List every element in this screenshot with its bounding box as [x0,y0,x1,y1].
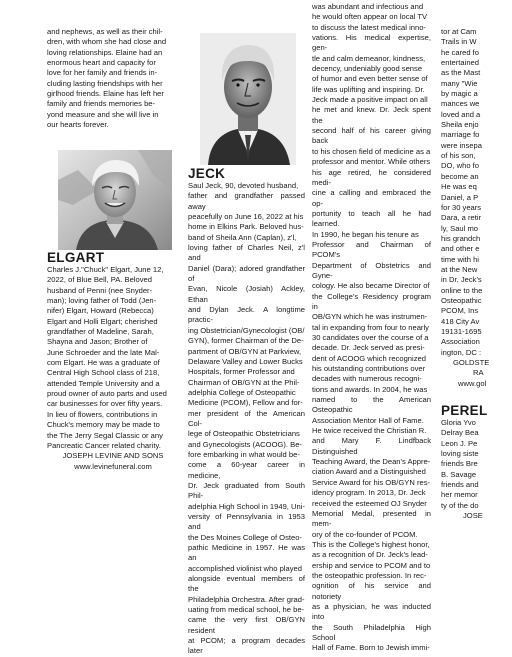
obituary-heading: ELGART [47,250,105,265]
text-line: named to the American Osteopathic [312,395,431,415]
text-line: This is the College's highest honor, [312,539,430,549]
text-line: loving siste [441,449,479,459]
text-line: love for her family and friends in- [47,68,158,78]
text-line: 418 City Av [441,316,480,326]
text-line: and Dylan Jeck. A longtime practic- [188,305,305,325]
text-line: come a 60-year career in medicine, [188,460,305,480]
text-line: cology. He also became Director of [312,281,430,291]
text-line: his outstanding contributions over [312,364,426,374]
text-line: by magic a [441,89,478,99]
text-line: father and grandfather passed away [188,191,305,211]
text-line: adelphia College of Osteopathic [188,387,296,397]
text-line: enormous heart and capacity for [47,58,156,68]
text-line: of humor and even better sense of [312,74,428,84]
text-line: home in Elkins Park. Beloved hus- [188,222,304,232]
text-line: second half of his career giving back [312,126,431,146]
text-line: Dr. Jeck graduated from South Phil- [188,480,305,501]
funeral-home-name: RA [473,368,484,378]
text-line: Professor and Chairman of PCOM's [312,239,431,260]
elaine-text [47,27,179,130]
text-line: nifer) Elgart, Howard (Rebecca) [47,306,154,316]
text-line: decade. Dr. Jeck served as presi- [312,343,425,353]
text-line: 19131-1695 [441,326,482,336]
text-line: Evan, Nicole (Josiah) Ackley, Ethan [188,284,305,304]
text-line: ory of the co-founder of PCOM. [312,529,418,539]
text-line: portunity to teach all he had learned. [312,208,431,229]
text-line: Sheila enjo [441,120,479,130]
text-line: peacefully on June 16, 2022 at his [188,212,304,222]
text-line: Shayna and Jason; Brother of [47,337,148,347]
text-line: accomplished violinist who played [188,563,302,573]
text-line: Osteopathic [441,295,482,305]
funeral-home-name: JOSEPH LEVINE AND SONS [62,451,164,461]
text-line: uating from medical school, he be- [188,605,305,615]
text-line: attended Temple University and a [47,378,160,388]
text-line: the South Philadelphia High School [312,622,431,642]
text-line: to his chosen field of medicine as a [312,146,431,156]
text-line: partment of OB/GYN at Parkview, [188,346,302,356]
text-line: he cared fo [441,47,479,57]
text-line: In lieu of flowers, contributions in [47,409,158,419]
text-line: marriage fo [441,130,480,140]
text-line: Charles J."Chuck" Elgart, June 12, [47,265,164,274]
text-line: Chuck's memory may be made to [47,420,160,430]
obituary-column-1 [47,0,179,471]
text-line: Dara, a retir [441,213,482,223]
text-line: Service Award for his OB/GYN res- [312,477,431,487]
text-line: husband of Penni (nee Snyder- [47,285,153,295]
obituary-heading: JECK [188,166,226,181]
text-line: He twice received the Christian R. [312,426,427,436]
text-line: Hall of Fame. Born to Jewish immi- [312,643,430,653]
text-line: of his son, [441,151,476,161]
text-line: Daniel (Dara); adored grandfather of [188,263,305,284]
text-line: Memorial Medal, presented in mem- [312,508,431,529]
text-line: the College's Residency program in [312,291,431,311]
text-line: and Gynecologists (ACOOG). Be- [188,439,302,449]
jeck-photo [200,33,296,165]
text-line: time with hi [441,254,479,264]
text-line: received the esteemed OJ Snyder [312,498,427,508]
text-line: were insepa [441,140,482,150]
text-line: Delaware Valley and Lower Bucks [188,356,303,366]
text-line: Leon J. Pe [441,438,478,448]
text-line: the Des Moines College of Osteo- [188,532,302,542]
text-line: versity of Pennsylvania in 1953 and [188,512,305,532]
text-line: Central High School class of 218, [47,368,160,378]
text-line: pathic Medicine in 1957. He was an [188,543,305,563]
text-line: Hospitals, former Professor and [188,367,295,377]
text-line: fore embarking in what would be- [188,449,300,459]
text-line: Trails in W [441,37,477,47]
text-line: loving father of Charles Neil, z'l and [188,243,305,263]
obituary-column-3 [312,0,431,654]
text-line: band of Sheila Ann (Caplan), z'l, [188,232,297,242]
text-line: friends Bre [441,459,478,469]
text-line: Chairman of OB/GYN at the Phil- [188,377,300,387]
text-line: her memor [441,490,478,500]
funeral-home-website: www.levinefuneral.com [74,461,152,471]
text-line: Daniel, a P [441,192,479,202]
text-line: his grandch [441,233,481,243]
text-line: Association Mentor Hall of Fame. [312,415,424,425]
text-line: ty of the do [441,500,479,510]
funeral-home-name: GOLDSTE [453,358,490,367]
jeck-obituary [188,167,305,657]
text-line: Teaching Award, the Dean's Appre- [312,457,431,467]
text-line: decades with numerous recogni- [312,374,422,384]
text-line: was abundant and infectious and [312,2,424,11]
text-line: dren, with whom she had close and [47,37,167,47]
text-line: GYN), former Chairman of the De- [188,336,304,346]
text-line: to discuss the latest medical inno- [312,22,426,32]
text-line: decency, undeniably good sense [312,64,423,74]
text-line: loving relationships. Elaine had an [47,47,163,57]
text-line: and other e [441,244,480,254]
text-line: tor at Cam [441,27,477,36]
text-line: Philadelphia Orchestra. After grad- [188,594,305,604]
text-line: B. Savage [441,469,477,479]
text-line: life was uplifting and inspiring. Dr. [312,84,425,94]
text-line: tal in expanding from four to nearly [312,322,429,332]
text-line: Pancreatic Cancer related charity. [47,440,161,450]
text-line: OB/GYN which he was instrumen- [312,312,428,322]
text-line: In 1990, he began his tenure as [312,229,419,239]
text-line: family and friends memories be- [47,99,156,109]
text-line: proud owner of auto parts and used [47,389,167,399]
text-line: vations. His medical expertise, gen- [312,33,431,53]
text-line: his age retired, he considered medi- [312,167,431,187]
text-line: Department of Obstetrics and Gyne- [312,260,431,280]
elgart-photo [58,150,172,250]
text-line: ing Obstetrician/Gynecologist (OB/ [188,325,305,335]
text-line: lege of Osteopathic Obstetricians [188,429,300,439]
text-line: PCOM, Ins [441,306,479,316]
obituary-column-4 [441,0,512,521]
text-line: Jeck made a positive impact on all [312,95,428,105]
text-line: idency program. In 2013, Dr. Jeck [312,488,426,498]
text-line: loved and a [441,109,481,119]
text-line: our hearts forever. [47,120,109,130]
text-line: as a recognition of Dr. Jeck's lead- [312,550,428,560]
text-line: Medicine (PCOM), Fellow and for- [188,398,303,408]
text-line: professor and mentor. While others [312,157,431,167]
text-line: man); loving father of Todd (Jen- [47,296,157,306]
text-line: ership and service to PCOM and to [312,560,431,570]
text-line: the The Jerry Segal Classic or any [47,430,163,440]
text-line: as a physician, he was inducted into [312,601,431,622]
text-line: adelphia High School in 1949, Uni- [188,501,305,511]
jeck-obituary-continued [312,2,431,654]
text-line: ington, DC : [441,347,482,357]
text-line: alongside eventual members of the [188,574,305,594]
text-line: tions and awards. In 2004, he was [312,384,428,394]
funeral-home-website: www.gol [458,378,487,388]
text-line: and Mary F. Lindfback Distinguished [312,436,431,456]
text-line: many "Wie [441,78,478,88]
perel-obituary [441,404,512,521]
text-line: in Dr. Jeck's [441,275,482,285]
text-line: at the New [441,264,478,274]
text-line: tle and calm demeanor, kindness, [312,53,426,63]
text-line: girlhood friends. Elaine has left her [47,89,164,99]
text-line: ly, Saul mo [441,223,478,233]
text-line: Gloria Yvo [441,418,476,427]
text-line: He was eq [441,182,477,192]
jeck-obituary-end [441,27,512,389]
text-line: mances we [441,99,480,109]
text-line: entertained [441,58,479,68]
text-line: 30 candidates over the course of a [312,333,429,342]
text-line: Delray Bea [441,428,479,438]
text-line: he would often appear on local TV [312,12,428,22]
elgart-obituary [47,251,179,472]
text-line: Elgart and Holli Elgart; cherished [47,316,158,326]
text-line: ciation Award and a Distinguished [312,467,426,477]
text-line: online to the [441,285,483,295]
text-line: yond measure and she will live in [47,109,159,119]
text-line: friends and [441,480,479,490]
text-line: came the very first OB/GYN resident [188,615,305,635]
text-line: 2022, of Blue Bell, PA. Beloved [47,275,152,285]
text-line: mer president of the American Col- [188,408,305,428]
text-line: at PCOM; a program decades later [188,636,305,656]
text-line: DO, who fo [441,161,479,171]
text-line: grandfather of Madeline, Sarah, [47,327,154,337]
text-line: ognition of his service and notoriety [312,581,431,601]
text-line: and nephews, as well as their chil- [47,27,163,36]
text-line: dent of ACOOG which recognized [312,353,426,363]
text-line: the osteopathic profession. In rec- [312,570,427,580]
text-line: become an [441,171,479,181]
text-line: cluding lasting friendships with her [47,78,163,88]
text-line: Association [441,337,480,347]
text-line: cine a calling and embraced the op- [312,188,431,208]
text-line: Saul Jeck, 90, devoted husband, [188,181,299,190]
text-line: he met and knew. Dr. Jeck spent the [312,105,431,125]
text-line: car businesses for over fifty years. [47,399,163,409]
text-line: for 30 years [441,202,482,212]
text-line: June Schroeder and the late Mal- [47,347,160,357]
text-line: com Elgart. He was a graduate of [47,358,160,368]
obituary-heading: PEREL [441,403,488,418]
funeral-home-name: JOSE [463,511,483,521]
text-line: as the Mast [441,68,481,78]
